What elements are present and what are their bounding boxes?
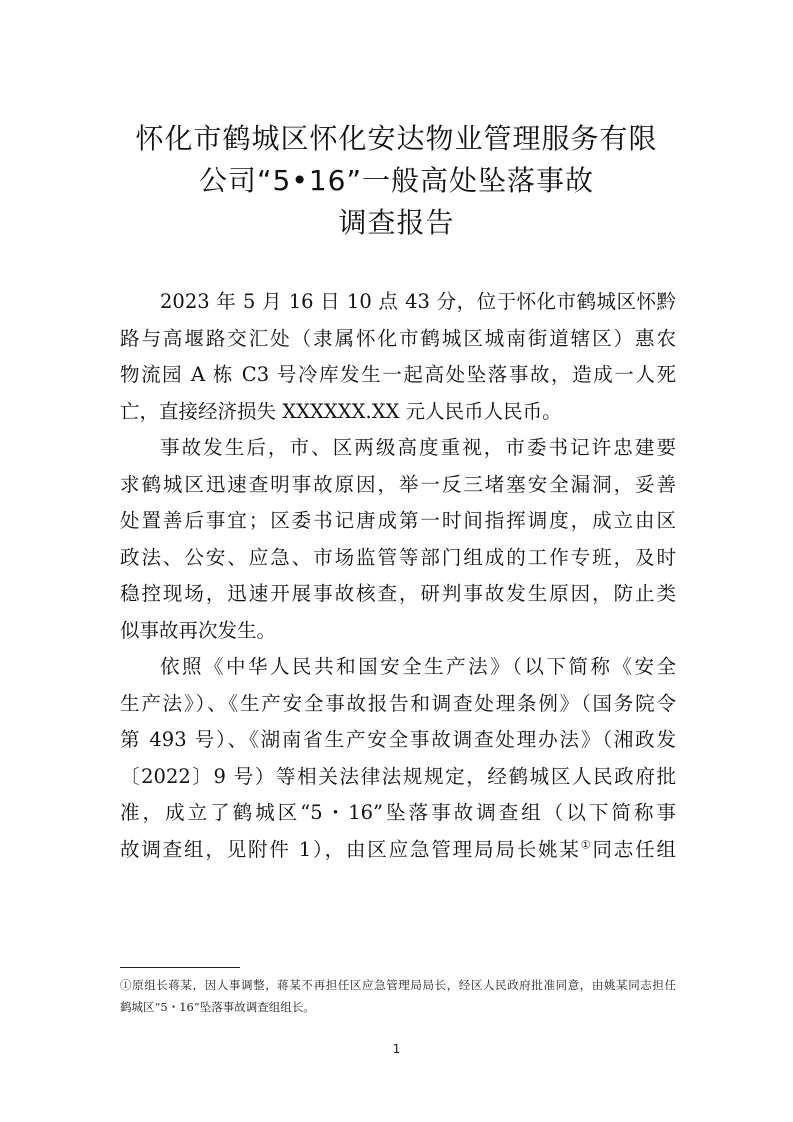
paragraph-line: 路与高堰路交汇处（隶属怀化市鹤城区城南街道辖区）惠农	[120, 326, 676, 350]
paragraph-line: 2023 年 5 月 16 日 10 点 43 分，位于怀化市鹤城区怀黔	[160, 290, 676, 313]
paragraph-line: 处置善后事宜；区委书记唐成第一时间指挥调度，成立由区	[120, 509, 676, 532]
footnote-line: ①原组长蒋某，因人事调整，蒋某不再担任区应急管理局局长，经区人民政府批准同意，由姚某同志担任	[120, 978, 676, 992]
paragraph-line: 依照《中华人民共和国安全生产法》（以下简称《安全	[160, 655, 676, 678]
page-number: 1	[392, 1042, 401, 1056]
paragraph-line: 物流园 A 栋 C3 号冷库发生一起高处坠落事故，造成一人死	[120, 363, 676, 386]
paragraph-line: 亡，直接经济损失 XXXXXX.XX 元人民币人民币。	[120, 399, 562, 423]
paragraph-line: 稳控现场，迅速开展事故核查，研判事故发生原因，防止类	[120, 582, 676, 605]
paragraph-line: 准，成立了鹤城区“5・16”坠落事故调查组（以下简称事	[120, 801, 676, 824]
paragraph-response	[120, 430, 676, 649]
footnote-divider	[120, 967, 240, 968]
paragraph-line: 政法、公安、应急、市场监管等部门组成的工作专班，及时	[120, 545, 676, 569]
report-body	[120, 284, 676, 868]
title-line-2: 公司“5•16”一般高处坠落事故	[199, 164, 594, 197]
paragraph-line: 第 493 号）、《湖南省生产安全事故调查处理办法》（湘政发	[120, 728, 676, 751]
footnote-reference[interactable]: ①	[580, 838, 593, 851]
paragraph-line: 事故发生后，市、区两级高度重视，市委书记许忠建要	[160, 436, 676, 459]
title-line-3: 调查报告	[338, 206, 455, 239]
footnote	[120, 974, 676, 1018]
paragraph-legal-basis	[120, 649, 676, 868]
report-title	[0, 118, 793, 244]
paragraph-incident-summary	[120, 284, 676, 430]
footnote-line: 鹤城区“5・16”坠落事故调查组组长。	[120, 1000, 315, 1014]
paragraph-line: 〔2022〕9 号）等相关法律法规规定，经鹤城区人民政府批	[120, 764, 676, 788]
paragraph-line-text: 故调查组，见附件 1），由区应急管理局局长姚某	[120, 837, 581, 861]
paragraph-line: 似事故再次发生。	[120, 618, 277, 642]
paragraph-line: 求鹤城区迅速查明事故原因，举一反三堵塞安全漏洞，妥善	[120, 472, 676, 496]
paragraph-line: 生产法》）、《生产安全事故报告和调查处理条例》（国务院令	[120, 691, 676, 715]
title-line-1: 怀化市鹤城区怀化安达物业管理服务有限	[135, 122, 658, 155]
paragraph-line-with-footnote	[120, 832, 676, 869]
paragraph-line-text: 同志任组	[592, 837, 676, 861]
